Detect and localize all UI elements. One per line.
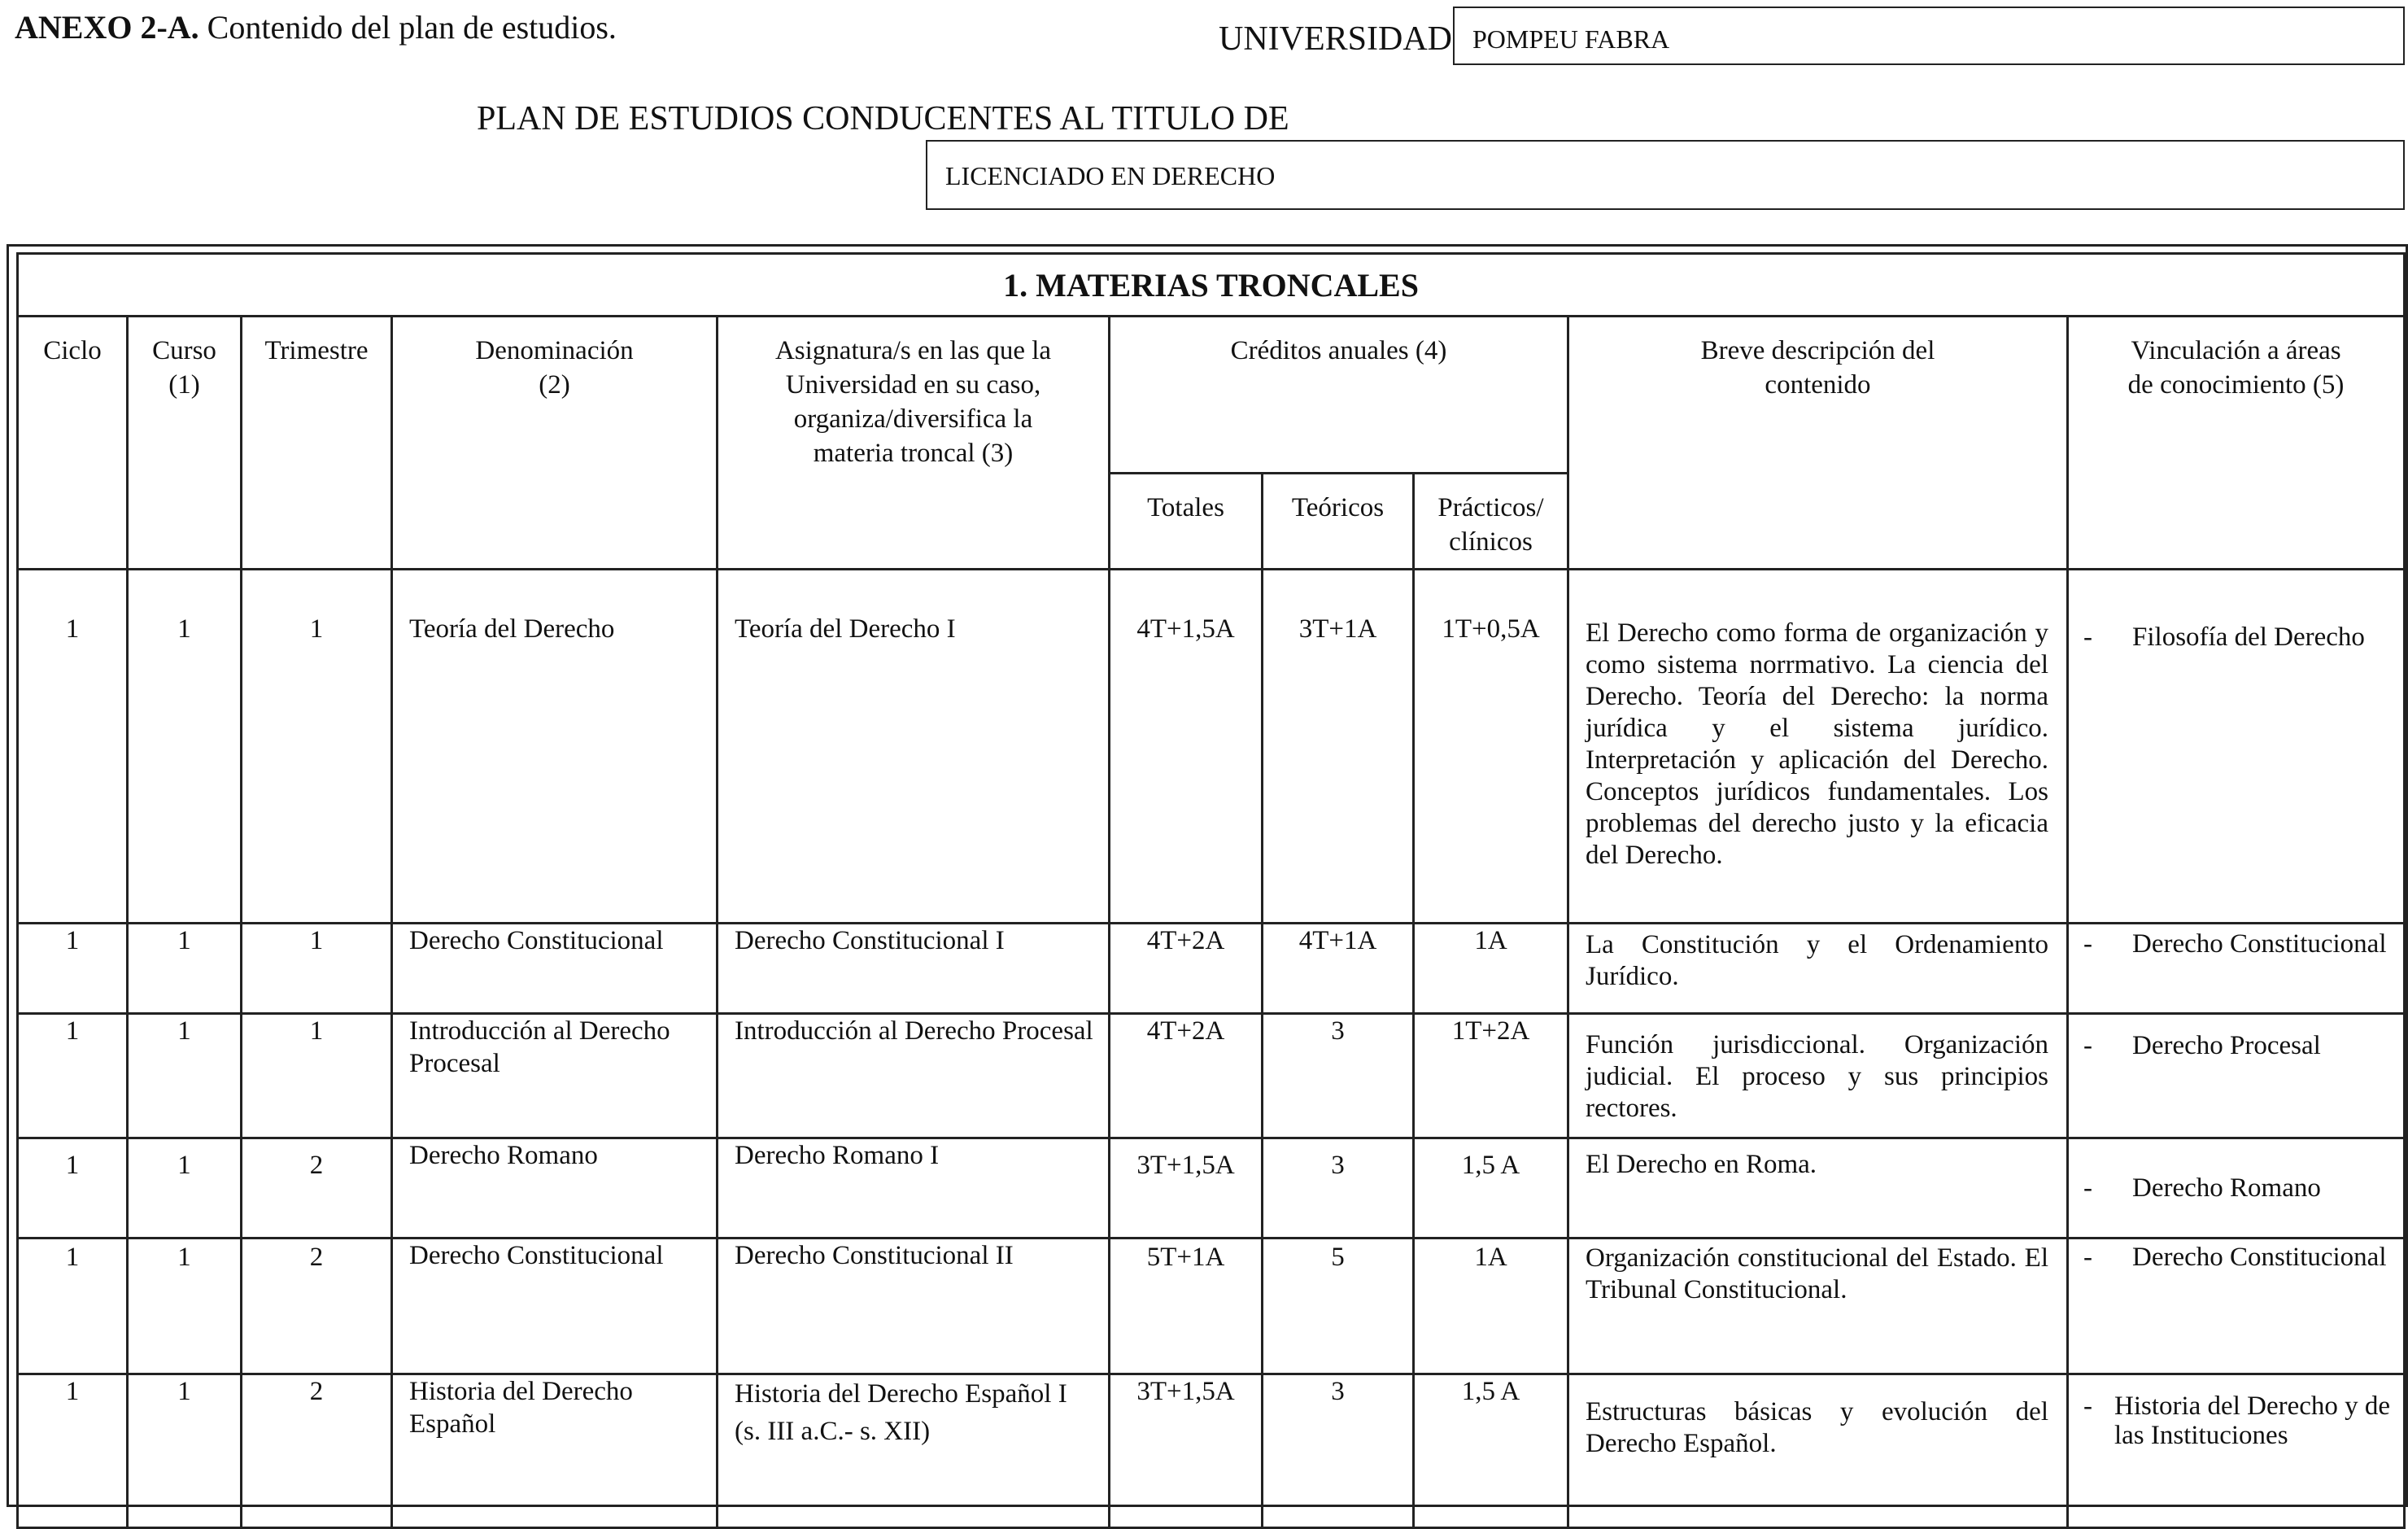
cell-curso: 1 bbox=[128, 570, 242, 924]
cell-totales: 4T+1,5A bbox=[1110, 570, 1263, 924]
vinculacion-text: Derecho Constitucional bbox=[2132, 929, 2387, 959]
cell-practicos: 1A bbox=[1414, 924, 1568, 1014]
university-label: UNIVERSIDAD bbox=[1219, 20, 1452, 58]
degree-field: LICENCIADO EN DERECHO bbox=[926, 140, 2405, 210]
cell-vinculacion bbox=[2068, 570, 2405, 924]
annex-label: ANEXO 2-A. bbox=[15, 9, 199, 46]
cell-asignatura: Introducción al Derecho Procesal bbox=[718, 1014, 1110, 1138]
cell-practicos: 1,5 A bbox=[1414, 1374, 1568, 1528]
cell-curso: 1 bbox=[128, 924, 242, 1014]
cell-trimestre: 2 bbox=[242, 1374, 392, 1528]
cell-totales: 3T+1,5A bbox=[1110, 1138, 1263, 1238]
col-vinculacion: Vinculación a áreas de conocimiento (5) bbox=[2068, 317, 2405, 570]
cell-descripcion: El Derecho como forma de organización y como sistema norrmativo. La ciencia del Derecho. Teoría del Derecho: la norma jurídica y el sistema jurídico. Interpretación y aplicación del Derecho. Conceptos jurídicos fundamentales. Los problemas del derecho justo y la eficacia del Derecho. bbox=[1568, 570, 2068, 924]
col-denominacion: Denominación (2) bbox=[392, 317, 718, 570]
table-row bbox=[18, 1138, 2405, 1238]
cell-ciclo: 1 bbox=[18, 1014, 128, 1138]
cell-denominacion: Derecho Romano bbox=[392, 1138, 718, 1238]
list-dash: - bbox=[2083, 623, 2092, 652]
cell-teoricos: 5 bbox=[1263, 1238, 1414, 1374]
cell-trimestre: 1 bbox=[242, 924, 392, 1014]
cell-asignatura: Derecho Romano I bbox=[718, 1138, 1110, 1238]
table-row bbox=[18, 1014, 2405, 1138]
vinculacion-text: Derecho Procesal bbox=[2132, 1031, 2321, 1060]
cell-denominacion: Derecho Constitucional bbox=[392, 924, 718, 1014]
cell-teoricos: 4T+1A bbox=[1263, 924, 1414, 1014]
list-dash: - bbox=[2083, 1391, 2092, 1421]
cell-ciclo: 1 bbox=[18, 1374, 128, 1528]
cell-descripcion: La Constitución y el Ordenamiento Jurídico. bbox=[1568, 924, 2068, 1014]
cell-descripcion: Organización constitucional del Estado. El Tribunal Constitucional. bbox=[1568, 1238, 2068, 1374]
vinculacion-text: Derecho Romano bbox=[2132, 1173, 2321, 1203]
cell-descripcion: Función jurisdiccional. Organización judicial. El proceso y sus principios rectores. bbox=[1568, 1014, 2068, 1138]
col-trimestre: Trimestre bbox=[242, 317, 392, 570]
annex-title bbox=[15, 8, 617, 46]
vinculacion-text: Derecho Constitucional bbox=[2132, 1243, 2387, 1272]
cell-denominacion: Introducción al Derecho Procesal bbox=[392, 1014, 718, 1138]
list-dash: - bbox=[2083, 1031, 2092, 1060]
cell-asignatura: Historia del Derecho Español I (s. III a.C.- s. XII) bbox=[718, 1374, 1110, 1528]
table-row bbox=[18, 570, 2405, 924]
cell-ciclo: 1 bbox=[18, 570, 128, 924]
vinculacion-text: Historia del Derecho y de las Instituciones bbox=[2114, 1391, 2391, 1450]
cell-denominacion: Historia del Derecho Español bbox=[392, 1374, 718, 1528]
plan-label: PLAN DE ESTUDIOS CONDUCENTES AL TITULO DE bbox=[477, 100, 1289, 138]
vinculacion-text: Filosofía del Derecho bbox=[2132, 623, 2365, 652]
cell-trimestre: 2 bbox=[242, 1238, 392, 1374]
cell-ciclo: 1 bbox=[18, 1238, 128, 1374]
cell-practicos: 1A bbox=[1414, 1238, 1568, 1374]
cell-vinculacion bbox=[2068, 1014, 2405, 1138]
table-row bbox=[18, 924, 2405, 1014]
cell-teoricos: 3 bbox=[1263, 1138, 1414, 1238]
cell-ciclo: 1 bbox=[18, 924, 128, 1014]
cell-asignatura: Derecho Constitucional II bbox=[718, 1238, 1110, 1374]
cell-trimestre: 2 bbox=[242, 1138, 392, 1238]
list-dash: - bbox=[2083, 1243, 2092, 1272]
col-asignatura: Asignatura/s en las que la Universidad en su caso, organiza/diversifica la materia troncal (3) bbox=[718, 317, 1110, 570]
cell-practicos: 1,5 A bbox=[1414, 1138, 1568, 1238]
col-descripcion: Breve descripción del contenido bbox=[1568, 317, 2068, 570]
col-ciclo: Ciclo bbox=[18, 317, 128, 570]
cell-teoricos: 3T+1A bbox=[1263, 570, 1414, 924]
cell-denominacion: Derecho Constitucional bbox=[392, 1238, 718, 1374]
cell-vinculacion bbox=[2068, 924, 2405, 1014]
cell-totales: 4T+2A bbox=[1110, 924, 1263, 1014]
cell-trimestre: 1 bbox=[242, 1014, 392, 1138]
cell-ciclo: 1 bbox=[18, 1138, 128, 1238]
cell-trimestre: 1 bbox=[242, 570, 392, 924]
cell-asignatura: Derecho Constitucional I bbox=[718, 924, 1110, 1014]
university-field: POMPEU FABRA bbox=[1453, 7, 2405, 65]
cell-totales: 5T+1A bbox=[1110, 1238, 1263, 1374]
cell-descripcion: El Derecho en Roma. bbox=[1568, 1138, 2068, 1238]
cell-teoricos: 3 bbox=[1263, 1014, 1414, 1138]
cell-curso: 1 bbox=[128, 1138, 242, 1238]
cell-denominacion: Teoría del Derecho bbox=[392, 570, 718, 924]
col-creditos: Créditos anuales (4) bbox=[1110, 317, 1568, 474]
cell-curso: 1 bbox=[128, 1374, 242, 1528]
cell-asignatura: Teoría del Derecho I bbox=[718, 570, 1110, 924]
col-practicos: Prácticos/ clínicos bbox=[1414, 474, 1568, 570]
cell-descripcion: Estructuras básicas y evolución del Derecho Español. bbox=[1568, 1374, 2068, 1528]
table-row bbox=[18, 1238, 2405, 1374]
cell-practicos: 1T+2A bbox=[1414, 1014, 1568, 1138]
cell-vinculacion bbox=[2068, 1138, 2405, 1238]
table-row bbox=[18, 1374, 2405, 1528]
cell-curso: 1 bbox=[128, 1014, 242, 1138]
cell-vinculacion bbox=[2068, 1238, 2405, 1374]
col-teoricos: Teóricos bbox=[1263, 474, 1414, 570]
cell-practicos: 1T+0,5A bbox=[1414, 570, 1568, 924]
cell-vinculacion bbox=[2068, 1374, 2405, 1528]
cell-curso: 1 bbox=[128, 1238, 242, 1374]
section-title: 1. MATERIAS TRONCALES bbox=[18, 254, 2405, 317]
cell-totales: 3T+1,5A bbox=[1110, 1374, 1263, 1528]
list-dash: - bbox=[2083, 1173, 2092, 1203]
curriculum-table bbox=[16, 252, 2406, 1529]
list-dash: - bbox=[2083, 929, 2092, 959]
cell-totales: 4T+2A bbox=[1110, 1014, 1263, 1138]
col-curso: Curso (1) bbox=[128, 317, 242, 570]
col-totales: Totales bbox=[1110, 474, 1263, 570]
annex-subtitle: Contenido del plan de estudios. bbox=[198, 9, 617, 46]
cell-teoricos: 3 bbox=[1263, 1374, 1414, 1528]
